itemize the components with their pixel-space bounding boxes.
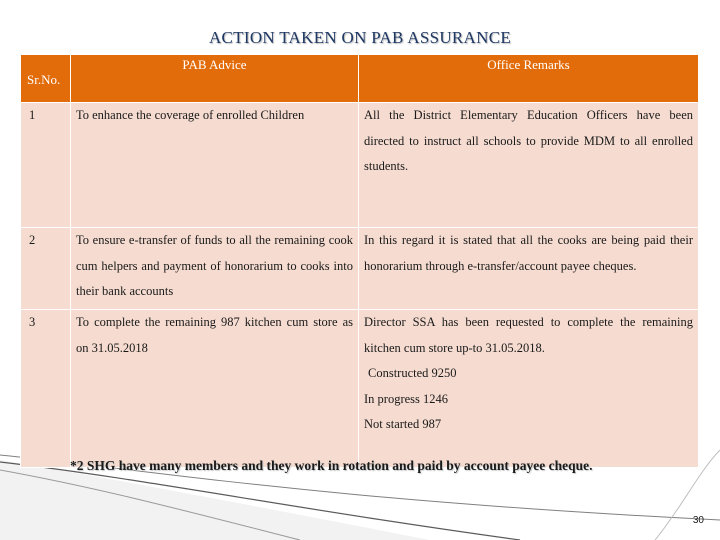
- table-row: [21, 103, 699, 228]
- pab-assurance-table: [20, 54, 699, 468]
- row-remarks: In this regard it is stated that all the cooks are being paid their honorarium through e-transfer/account payee cheques.: [359, 228, 699, 310]
- row-sr-no: 1: [21, 103, 71, 228]
- row-sr-no: 2: [21, 228, 71, 310]
- row-advice: To enhance the coverage of enrolled Children: [71, 103, 359, 228]
- header-pab-advice: PAB Advice: [71, 55, 359, 103]
- row-advice: To ensure e-transfer of funds to all the remaining cook cum helpers and payment of honorarium to cooks into their bank accounts: [71, 228, 359, 310]
- row-remarks: Director SSA has been requested to complete the remaining kitchen cum store up-to 31.05.2018.: [364, 315, 693, 355]
- row-sr-no: 3: [21, 310, 71, 468]
- row-remarks-cell: [359, 310, 699, 468]
- header-sr-no: Sr.No.: [21, 55, 71, 103]
- table-header-row: [21, 55, 699, 103]
- slide-title: ACTION TAKEN ON PAB ASSURANCE: [208, 28, 512, 47]
- status-not-started: Not started 987: [364, 417, 442, 431]
- page-number: 30: [692, 515, 704, 526]
- table-row: [21, 310, 699, 468]
- header-office-remarks: Office Remarks: [359, 55, 699, 103]
- row-remarks: All the District Elementary Education Officers have been directed to instruct all schools to provide MDM to all enrolled students.: [359, 103, 699, 228]
- table-row: [21, 228, 699, 310]
- status-constructed: Constructed 9250: [368, 366, 457, 380]
- status-in-progress: In progress 1246: [364, 391, 449, 406]
- row-advice: To complete the remaining 987 kitchen cum store as on 31.05.2018: [71, 310, 359, 468]
- footnote: *2 SHG have many members and they work in rotation and paid by account payee cheque.: [70, 458, 593, 473]
